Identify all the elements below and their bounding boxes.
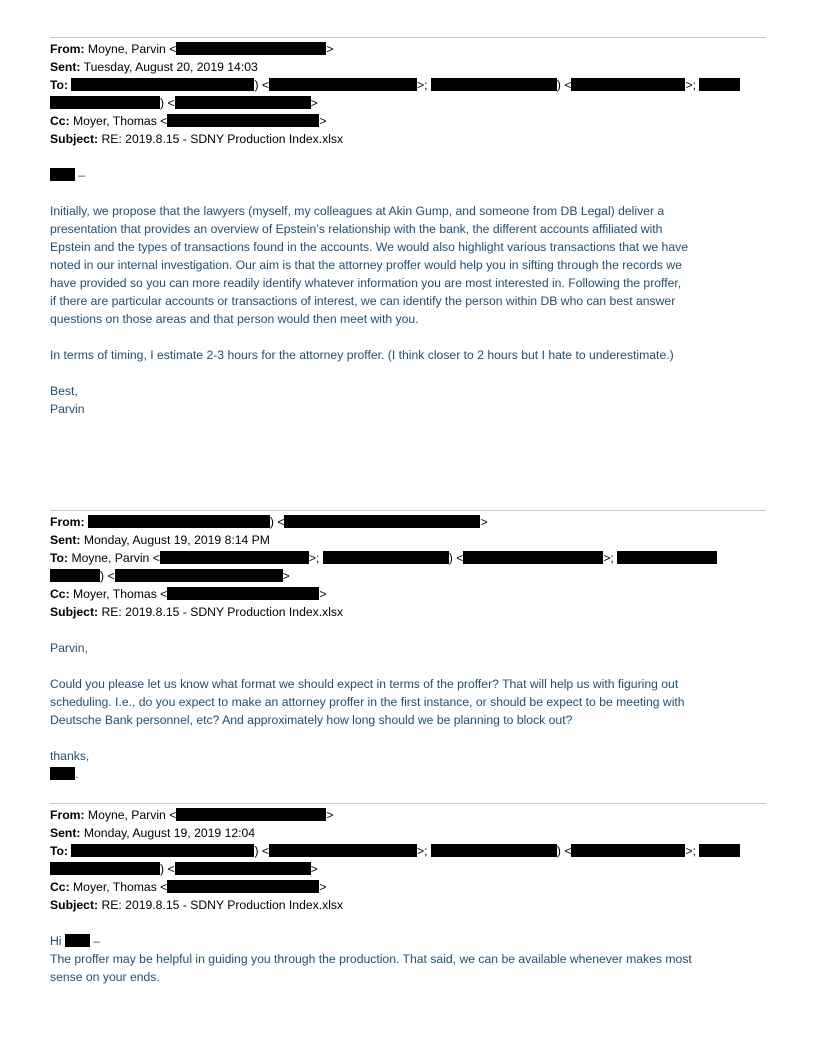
redaction-block — [50, 569, 100, 582]
greeting-suffix: – — [75, 168, 86, 182]
redaction-block — [176, 808, 326, 821]
from-separator: ) < — [269, 515, 285, 529]
redaction-block — [71, 844, 254, 857]
header-divider — [50, 510, 766, 511]
redaction-block — [284, 515, 480, 528]
to-separator: ) < — [160, 96, 175, 110]
redaction-block — [699, 844, 740, 857]
cc-close: > — [319, 880, 327, 894]
to-separator: ) < — [100, 569, 115, 583]
redaction-block — [175, 862, 311, 875]
sent-line — [50, 531, 766, 549]
to-label: To: — [50, 844, 69, 858]
sent-label: Sent: — [50, 826, 81, 840]
to-line-continued — [50, 860, 766, 878]
email-paragraph — [50, 202, 766, 328]
from-label: From: — [50, 515, 85, 529]
redaction-block — [50, 862, 160, 875]
subject-text: RE: 2019.8.15 - SDNY Production Index.xlsx — [101, 132, 344, 146]
from-line — [50, 513, 766, 531]
subject-text: RE: 2019.8.15 - SDNY Production Index.xlsx — [101, 898, 344, 912]
to-name: Moyne, Parvin < — [71, 551, 160, 565]
redaction-block — [269, 844, 417, 857]
subject-label: Subject: — [50, 898, 99, 912]
redaction-block — [167, 880, 319, 893]
redaction-block — [176, 42, 326, 55]
cc-label: Cc: — [50, 880, 70, 894]
paragraph-line: Could you please let us know what format we should expect in terms of the proffer? That will help us with figuring out — [50, 677, 679, 691]
signoff-text: Best, — [50, 384, 78, 398]
redaction-block — [71, 78, 254, 91]
sent-line — [50, 58, 766, 76]
paragraph-line: Epstein and the types of transactions found in the accounts. We would also highlight various transactions that we have — [50, 240, 688, 254]
redaction-block — [431, 78, 557, 91]
cc-name: Moyer, Thomas < — [73, 587, 168, 601]
to-separator: ) < — [556, 844, 572, 858]
email-paragraph — [50, 675, 766, 729]
cc-name: Moyer, Thomas < — [73, 114, 168, 128]
sent-date: Tuesday, August 20, 2019 14:03 — [83, 60, 258, 74]
subject-line — [50, 896, 766, 914]
cc-label: Cc: — [50, 587, 70, 601]
redaction-block — [463, 551, 603, 564]
paragraph-line: if there are particular accounts or transactions of interest, we can identify the person within DB who can best answer — [50, 294, 676, 308]
to-separator: ) < — [556, 78, 572, 92]
to-separator: > — [310, 96, 318, 110]
to-label: To: — [50, 551, 69, 565]
cc-close: > — [319, 587, 327, 601]
redaction-block — [571, 78, 685, 91]
to-label: To: — [50, 78, 69, 92]
sent-label: Sent: — [50, 533, 81, 547]
paragraph-line: noted in our internal investigation. Our aim is that the attorney proffer would help you in sifting through the records we — [50, 258, 682, 272]
redaction-block — [167, 114, 319, 127]
sent-date: Monday, August 19, 2019 12:04 — [83, 826, 256, 840]
header-divider — [50, 37, 766, 38]
redaction-block — [167, 587, 319, 600]
signoff — [50, 382, 766, 418]
from-close: > — [326, 808, 334, 822]
signature-suffix: . — [75, 767, 79, 781]
to-separator: >; — [308, 551, 320, 565]
to-separator: >; — [603, 551, 614, 565]
email-paragraph — [50, 950, 766, 986]
from-label: From: — [50, 808, 85, 822]
from-label: From: — [50, 42, 85, 56]
subject-label: Subject: — [50, 605, 99, 619]
paragraph-line: presentation that provides an overview of Epstein’s relationship with the bank, the different accounts affiliated with — [50, 222, 663, 236]
sent-line — [50, 824, 766, 842]
greeting — [50, 639, 766, 657]
to-line — [50, 76, 766, 94]
from-close: > — [480, 515, 488, 529]
greeting — [50, 166, 766, 184]
to-separator: > — [310, 862, 318, 876]
redaction-block — [571, 844, 685, 857]
redaction-block — [699, 78, 740, 91]
redaction-block — [323, 551, 449, 564]
signoff-text: thanks, — [50, 749, 90, 763]
to-separator: >; — [417, 844, 428, 858]
to-line — [50, 842, 766, 860]
cc-line — [50, 112, 766, 130]
paragraph-line: have provided so you can more readily identify whatever information you are most interested in. Following the proffer, — [50, 276, 682, 290]
signature-line — [50, 765, 766, 783]
cc-close: > — [319, 114, 327, 128]
signature-text: Parvin — [50, 402, 85, 416]
to-line-continued — [50, 567, 766, 585]
paragraph-line: scheduling. I.e., do you expect to make an attorney proffer in the first instance, or should be expect to be meeting with — [50, 695, 685, 709]
to-separator: >; — [417, 78, 428, 92]
paragraph-line: The proffer may be helpful in guiding you through the production. That said, we can be available whenever makes most — [50, 952, 692, 966]
to-separator: ) < — [160, 862, 175, 876]
to-separator: ) < — [254, 78, 269, 92]
subject-label: Subject: — [50, 132, 99, 146]
redaction-block — [617, 551, 717, 564]
cc-name: Moyer, Thomas < — [73, 880, 168, 894]
paragraph-line: questions on those areas and that person would then meet with you. — [50, 312, 419, 326]
from-line — [50, 806, 766, 824]
redaction-block — [269, 78, 417, 91]
paragraph-line: sense on your ends. — [50, 970, 160, 984]
subject-line — [50, 603, 766, 621]
redaction-block — [50, 96, 160, 109]
signoff — [50, 747, 766, 783]
greeting-prefix: Hi — [50, 934, 65, 948]
sent-label: Sent: — [50, 60, 81, 74]
header-divider — [50, 803, 766, 804]
redaction-block — [50, 767, 75, 780]
redaction-block — [65, 934, 90, 947]
redaction-block — [431, 844, 557, 857]
from-name: Moyne, Parvin < — [87, 42, 177, 56]
greeting-text: Parvin, — [50, 641, 88, 655]
redaction-block — [160, 551, 309, 564]
to-line — [50, 549, 766, 567]
greeting — [50, 932, 766, 950]
subject-text: RE: 2019.8.15 - SDNY Production Index.xlsx — [101, 605, 344, 619]
cc-line — [50, 585, 766, 603]
sent-date: Monday, August 19, 2019 8:14 PM — [83, 533, 270, 547]
greeting-suffix: – — [89, 934, 101, 948]
from-name: Moyne, Parvin < — [87, 808, 177, 822]
paragraph-line: Deutsche Bank personnel, etc? And approximately how long should we be planning to block out? — [50, 713, 573, 727]
from-close: > — [326, 42, 334, 56]
cc-line — [50, 878, 766, 896]
from-line — [50, 40, 766, 58]
to-separator: >; — [685, 78, 696, 92]
redaction-block — [115, 569, 283, 582]
redaction-block — [50, 168, 75, 181]
email-paragraph — [50, 346, 766, 364]
paragraph-line: In terms of timing, I estimate 2-3 hours for the attorney proffer. (I think closer to 2 hours but I hate to underestimate.) — [50, 348, 674, 362]
subject-line — [50, 130, 766, 148]
to-separator: > — [282, 569, 290, 583]
redaction-block — [175, 96, 311, 109]
to-separator: ) < — [254, 844, 269, 858]
to-separator: >; — [685, 844, 696, 858]
redaction-block — [88, 515, 270, 528]
cc-label: Cc: — [50, 114, 70, 128]
to-line-continued — [50, 94, 766, 112]
paragraph-line: Initially, we propose that the lawyers (myself, my colleagues at Akin Gump, and someone from DB Legal) deliver a — [50, 204, 665, 218]
to-separator: ) < — [448, 551, 464, 565]
